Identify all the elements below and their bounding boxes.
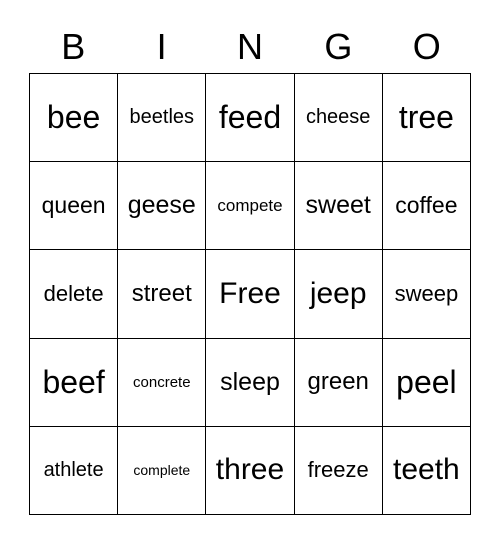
bingo-cell[interactable]: sleep bbox=[206, 339, 294, 427]
bingo-cell[interactable]: tree bbox=[383, 74, 471, 162]
bingo-cell[interactable]: three bbox=[206, 427, 294, 515]
bingo-cell[interactable]: complete bbox=[118, 427, 206, 515]
bingo-cell[interactable]: athlete bbox=[30, 427, 118, 515]
bingo-cell[interactable]: delete bbox=[30, 250, 118, 338]
bingo-cell[interactable]: green bbox=[295, 339, 383, 427]
bingo-cell[interactable]: queen bbox=[30, 162, 118, 250]
bingo-cell[interactable]: beetles bbox=[118, 74, 206, 162]
bingo-cell[interactable]: street bbox=[118, 250, 206, 338]
bingo-cell[interactable]: compete bbox=[206, 162, 294, 250]
header-letter-i: I bbox=[156, 26, 167, 67]
bingo-cell[interactable]: coffee bbox=[383, 162, 471, 250]
bingo-cell[interactable]: cheese bbox=[295, 74, 383, 162]
bingo-cell[interactable]: peel bbox=[383, 339, 471, 427]
bingo-cell[interactable]: freeze bbox=[295, 427, 383, 515]
bingo-cell[interactable]: concrete bbox=[118, 339, 206, 427]
bingo-cell[interactable]: sweep bbox=[383, 250, 471, 338]
bingo-cell[interactable]: sweet bbox=[295, 162, 383, 250]
bingo-cell[interactable]: bee bbox=[30, 74, 118, 162]
bingo-cell[interactable]: jeep bbox=[295, 250, 383, 338]
bingo-cell[interactable]: Free bbox=[206, 250, 294, 338]
header-letter-o: O bbox=[412, 26, 441, 67]
bingo-board bbox=[29, 73, 471, 515]
header-letter-g: G bbox=[324, 26, 353, 67]
header-letter-n: N bbox=[236, 26, 263, 67]
bingo-cell[interactable]: feed bbox=[206, 74, 294, 162]
bingo-cell[interactable]: beef bbox=[30, 339, 118, 427]
bingo-cell[interactable]: teeth bbox=[383, 427, 471, 515]
header-letter-b: B bbox=[61, 26, 86, 67]
bingo-header bbox=[29, 22, 471, 72]
bingo-cell[interactable]: geese bbox=[118, 162, 206, 250]
